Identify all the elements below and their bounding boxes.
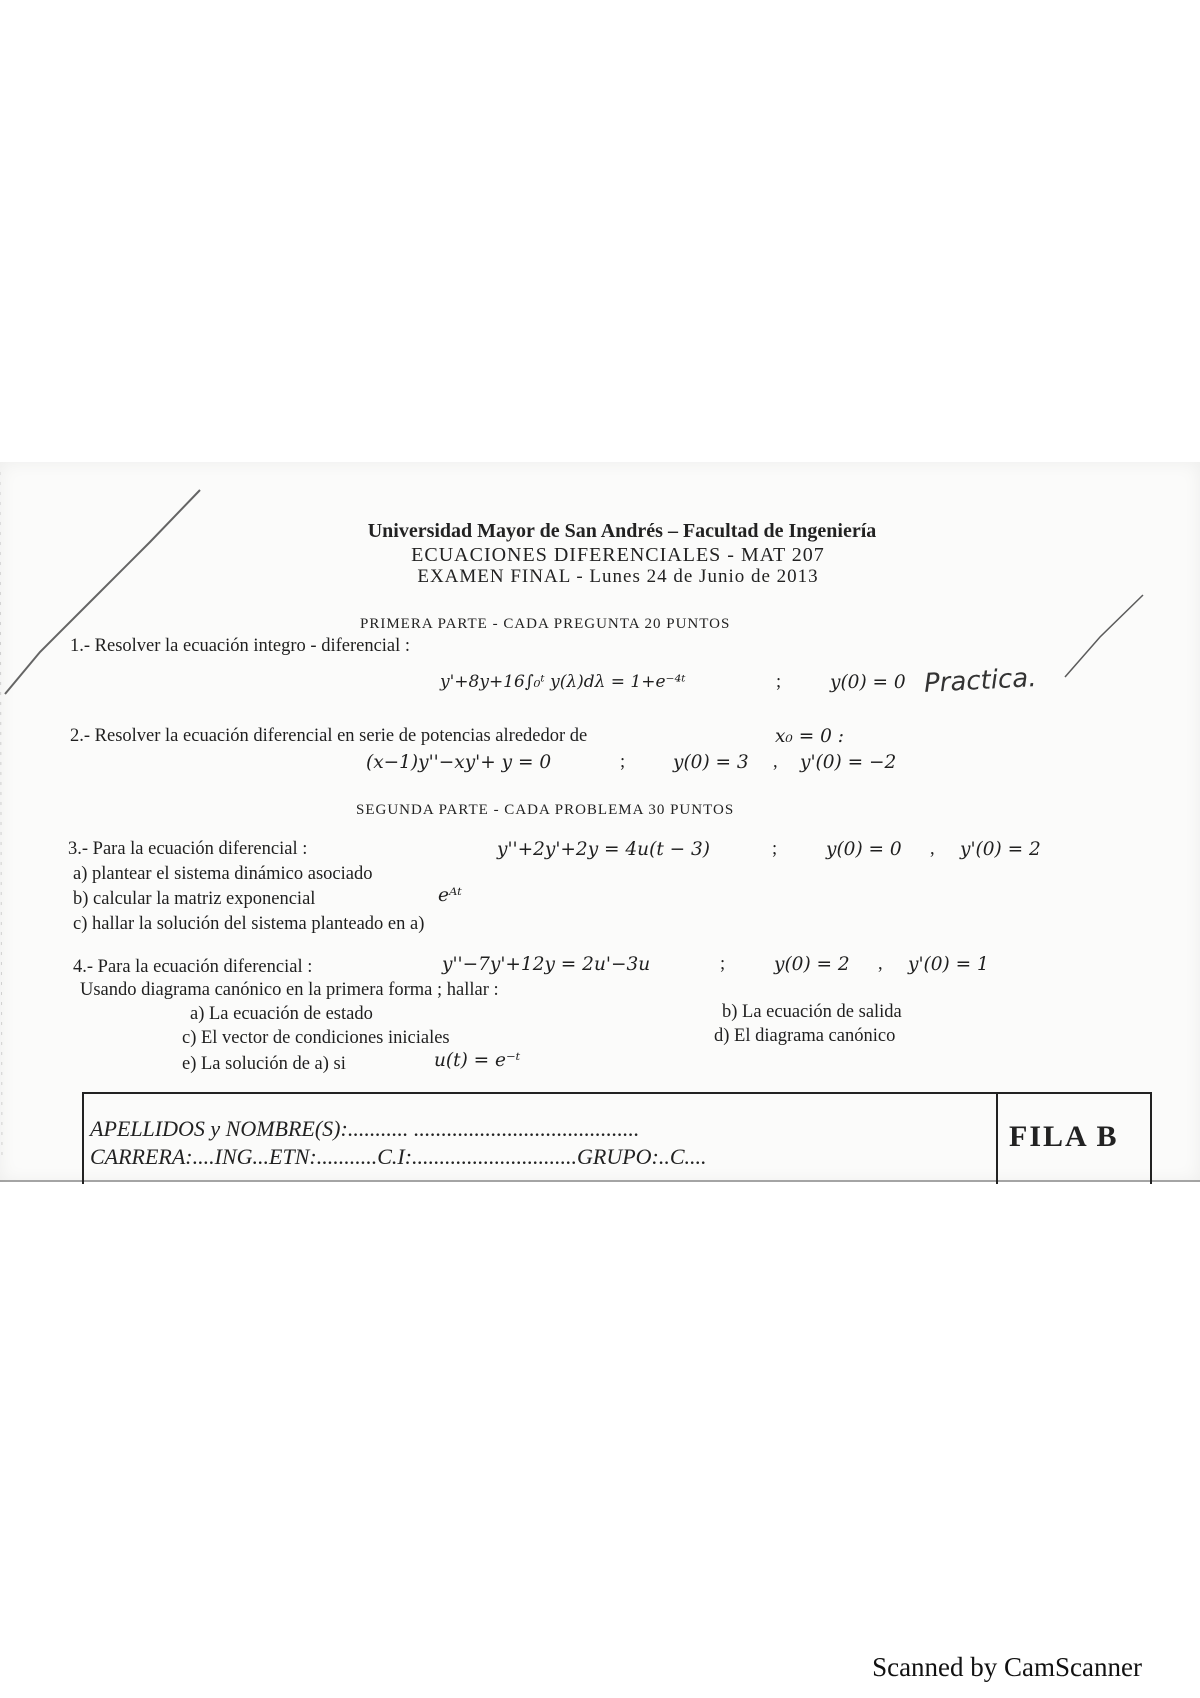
q3-item-c: c) hallar la solución del sistema planteado en a) [73, 914, 425, 934]
q3-comma: , [930, 839, 935, 859]
career-field: CARRERA:....ING...ETN:...........C.I:..............................GRUPO:..C.... [90, 1144, 707, 1169]
q4-item-a: a) La ecuación de estado [190, 1004, 373, 1024]
q4-item-e-math: u(t) = e⁻ᵗ [434, 1050, 521, 1071]
q4-condition-2: y'(0) = 1 [908, 954, 989, 975]
scanned-exam-sheet [0, 462, 1200, 1182]
handwritten-note: Practica. [923, 663, 1038, 699]
q3-separator: ; [772, 839, 778, 859]
q3-item-a: a) plantear el sistema dinámico asociado [73, 864, 373, 884]
q1-text: 1.- Resolver la ecuación integro - diferencial : [70, 636, 411, 656]
university-title: Universidad Mayor de San Andrés – Facultad de Ingeniería [367, 520, 877, 542]
q4-item-e: e) La solución de a) si [182, 1054, 346, 1074]
q4-separator: ; [720, 954, 726, 974]
fila-label: FILA B [1009, 1120, 1119, 1153]
q4-comma: , [878, 954, 883, 974]
q1-separator: ; [776, 672, 782, 692]
q4-equation: y''−7y'+12y = 2u'−3u [442, 954, 651, 975]
q2-condition-2: y'(0) = −2 [800, 752, 897, 773]
q3-text: 3.- Para la ecuación diferencial : [68, 839, 308, 859]
form-divider [996, 1094, 998, 1184]
q3-condition-2: y'(0) = 2 [960, 839, 1041, 860]
q2-comma: , [773, 752, 778, 772]
student-info-box [82, 1092, 1152, 1184]
part2-title: SEGUNDA PARTE - CADA PROBLEMA 30 PUNTOS [356, 802, 735, 818]
q4-item-c: c) El vector de condiciones iniciales [182, 1028, 450, 1048]
exam-title: EXAMEN FINAL - Lunes 24 de Junio de 2013 [417, 566, 819, 587]
q3-equation: y''+2y'+2y = 4u(t − 3) [497, 839, 711, 860]
q4-item-b: b) La ecuación de salida [722, 1002, 902, 1022]
q1-condition: y(0) = 0 [830, 672, 906, 693]
q4-intro: Usando diagrama canónico en la primera forma ; hallar : [80, 980, 499, 1000]
q2-equation: (x−1)y''−xy'+ y = 0 [366, 752, 552, 773]
scanner-watermark: Scanned by CamScanner [872, 1652, 1142, 1682]
q3-condition-1: y(0) = 0 [826, 839, 902, 860]
q3-item-b: b) calcular la matriz exponencial [73, 889, 316, 909]
q4-item-d: d) El diagrama canónico [714, 1026, 896, 1046]
course-title: ECUACIONES DIFERENCIALES - MAT 207 [411, 544, 825, 566]
q2-condition-1: y(0) = 3 [673, 752, 749, 773]
q4-condition-1: y(0) = 2 [774, 954, 850, 975]
name-field: APELLIDOS y NOMBRE(S):........... ......................................... [90, 1116, 640, 1141]
q1-equation: y'+8y+16∫₀ᵗ y(λ)dλ = 1+e⁻⁴ᵗ [440, 672, 686, 692]
q3-item-b-math: eᴬᵗ [438, 885, 462, 906]
q2-text: 2.- Resolver la ecuación diferencial en serie de potencias alrededor de [70, 726, 588, 746]
q2-point: x₀ = 0 : [775, 726, 844, 747]
q4-text: 4.- Para la ecuación diferencial : [73, 957, 313, 977]
q2-separator: ; [620, 752, 626, 772]
part1-title: PRIMERA PARTE - CADA PREGUNTA 20 PUNTOS [360, 616, 731, 632]
